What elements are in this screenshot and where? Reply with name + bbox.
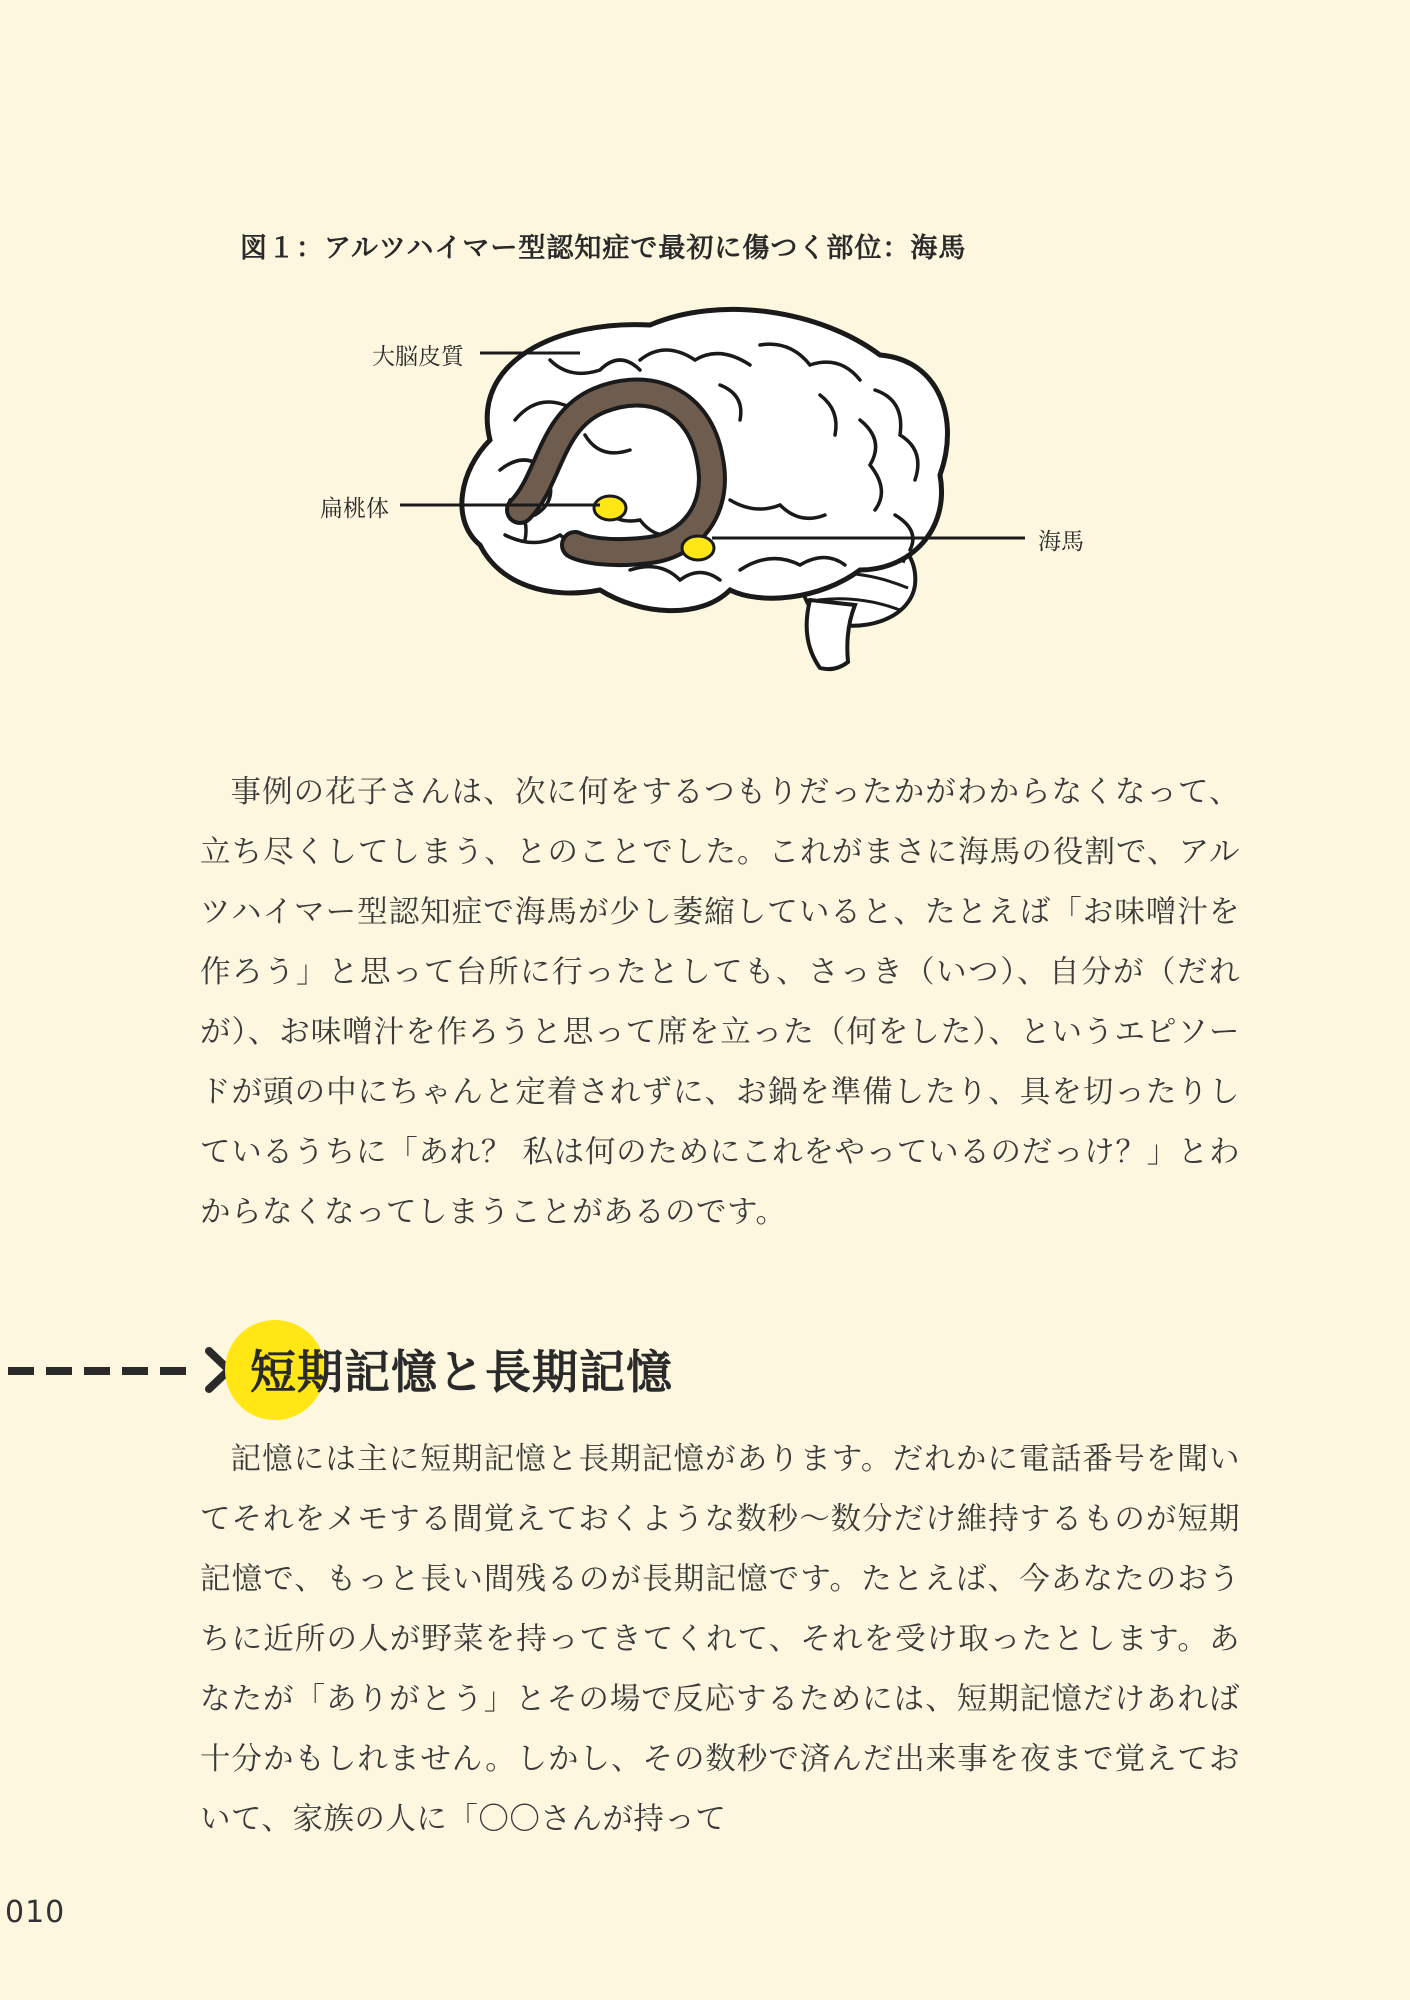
- brain-figure: [300, 300, 1120, 690]
- label-hippocampus: 海馬: [1038, 529, 1084, 555]
- amygdala-dot: [594, 496, 626, 520]
- paragraph-2-text: 記憶には主に短期記憶と長期記憶があります。だれかに電話番号を聞いてそれをメモする間覚えておくような数秒～数分だけ維持するものが短期記憶で、もっと長い間残るのが長期記憶です。たとえば、今あなたのおうちに近所の人が野菜を持ってきてくれて、それを受け取ったとします。あなたが「ありがとう」とその場で反応するためには、短期記憶だけあれば十分かもしれません。しかし、その数秒で済んだ出来事を夜まで覚えておいて、家族の人に「〇〇さんが持って: [200, 1442, 1240, 1837]
- page-number: 010: [5, 1895, 66, 1930]
- label-cortex: 大脳皮質: [372, 344, 464, 370]
- figure-caption: 図１：アルツハイマー型認知症で最初に傷つく部位：海馬: [240, 233, 967, 264]
- label-amygdala: 扁桃体: [320, 496, 389, 522]
- paragraph-1-text: 事例の花子さんは、次に何をするつもりだったかがわからなくなって、立ち尽くしてしまう、とのことでした。これがまさに海馬の役割で、アルツハイマー型認知症で海馬が少し萎縮していると、たとえば「お味噌汁を作ろう」と思って台所に行ったとしても、さっき（いつ）、自分が（だれが）、お味噌汁を作ろうと思って席を立った（何をした）、というエピソードが頭の中にちゃんと定着されずに、お鍋を準備したり、具を切ったりしているうちに「あれ？ 私は何のためにこれをやっているのだっけ？」とわからなくなってしまうことがあるのです。: [200, 775, 1240, 1230]
- section-heading: 短期記憶と長期記憶: [250, 1345, 673, 1399]
- body-paragraph-1: [200, 763, 1240, 1243]
- hippocampus-dot: [682, 536, 714, 560]
- section-header: [0, 1320, 1000, 1420]
- dashed-arrow-line: [8, 1367, 198, 1375]
- body-paragraph-2: [200, 1430, 1240, 1850]
